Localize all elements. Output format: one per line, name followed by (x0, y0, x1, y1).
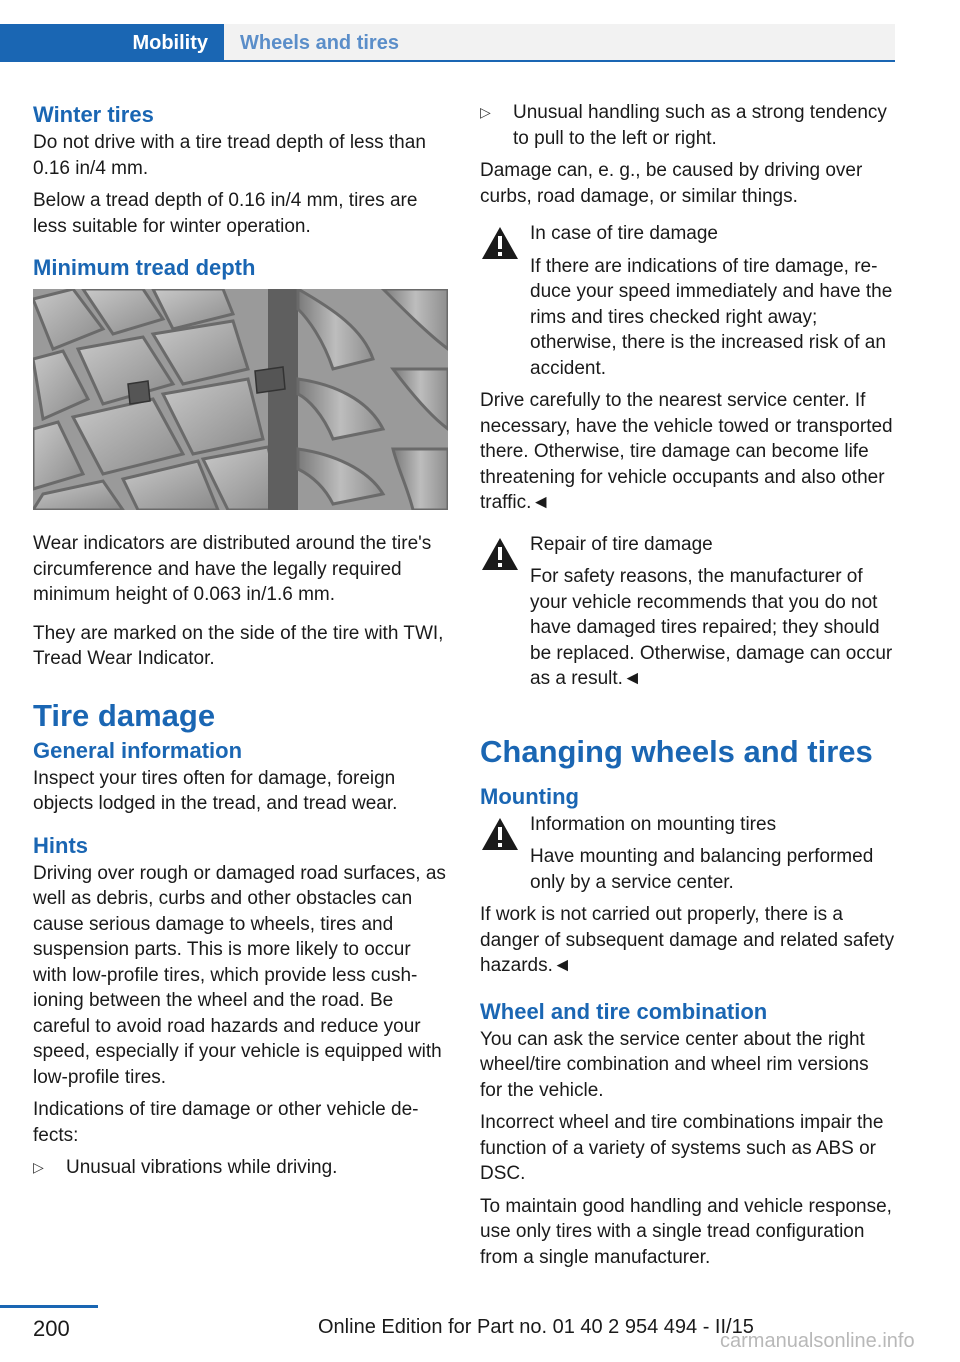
warning-title: Repair of tire damage (530, 533, 713, 555)
mounting-heading: Mounting (480, 783, 579, 809)
bullet-icon: ▷ (33, 1159, 44, 1175)
right-column (480, 100, 895, 1277)
header-divider (0, 60, 895, 62)
warning-body-1 (480, 844, 895, 895)
warning-triangle-icon (480, 536, 520, 572)
bullet-icon: ▷ (480, 104, 491, 120)
winter-paragraph-2: Below a tread depth of 0.16 in/4 mm, tires are less suitable for winter operation. (33, 190, 418, 237)
page-number: 200 (33, 1316, 70, 1341)
warning-body (480, 564, 895, 692)
edition-note: Online Edition for Part no. 01 40 2 954 494 - II/15 (318, 1316, 754, 1338)
warning-body-2: If work is not carried out properly, there is a danger of subsequent damage and related safety hazards.◄ (480, 904, 895, 976)
hints-heading: Hints (33, 832, 88, 858)
combination-paragraph-1: You can ask the service center about the right wheel/tire combination and wheel rim versions for the vehicle. (480, 1028, 869, 1101)
minimum-tread-depth-heading: Minimum tread depth (33, 255, 256, 280)
warning-title: In case of tire damage (530, 223, 718, 244)
wear-indicator-paragraph-2: They are marked on the side of the tire with TWI, Tread Wear Indicator. (33, 622, 444, 669)
warning-text: If there are indications of tire damage, reduce your speed immediately and have the rims and tires checked right away; otherwise, there is the increased risk of an accident. (530, 255, 893, 379)
general-information-paragraph: Inspect your tires often for damage, foreign objects lodged in the tread, and tread wear. (33, 767, 398, 814)
watermark: carmanualsonline.info (720, 1330, 915, 1352)
changing-wheels-heading: Changing wheels and tires (480, 733, 873, 769)
list-item (33, 1155, 448, 1181)
list-item-text: Unusual handling such as a strong tendency to pull to the left or right. (513, 102, 887, 149)
general-information-heading: General information (33, 737, 243, 763)
header-tabs (0, 24, 895, 62)
tire-tread-illustration (33, 289, 448, 510)
winter-tires-heading: Winter tires (33, 102, 154, 127)
warning-text: For safety reasons, the manufacturer of your vehicle recommends that you do not have damaged tires repaired; they should be replaced. Otherwise, damage can occur as a result.◄ (530, 566, 893, 689)
warning-repair (480, 532, 895, 692)
warning-tire-damage (480, 221, 895, 516)
list-item-text: Unusual vibrations while driving. (66, 1157, 338, 1178)
combination-paragraph-3: To maintain good handling and vehicle response, use only tires with a single tread configuration from a single manufacturer. (480, 1195, 892, 1268)
hints-paragraph-1: Driving over rough or damaged road surfaces, as well as debris, curbs and other obstacles can cause serious damage to wheels, tires and suspension parts. This is more likely to occur with low-profile tires, which provide less cushioning between the wheel and the road. Be careful to avoid road hazards and reduce your speed, especially if your vehicle is equipped with low-profile tires. (33, 862, 446, 1088)
warning-triangle-icon (480, 816, 520, 852)
list-item (480, 100, 895, 151)
hints-paragraph-2: Indications of tire damage or other vehicle defects: (33, 1099, 419, 1146)
winter-paragraph-1: Do not drive with a tire tread depth of less than 0.16 in/4 mm. (33, 132, 426, 179)
footer-divider (0, 1305, 98, 1308)
tire-damage-heading: Tire damage (33, 697, 216, 733)
tab-wheels-and-tires[interactable]: Wheels and tires (224, 24, 895, 62)
damage-causes-paragraph: Damage can, e. g., be caused by driving over curbs, road damage, or similar things. (480, 160, 863, 207)
wheel-tire-combination-heading: Wheel and tire combination (480, 998, 768, 1024)
warning-body-1 (480, 254, 895, 382)
tread-groove (268, 289, 298, 510)
warning-text: Have mounting and balancing performed only by a service center. (530, 846, 874, 893)
wear-indicator-paragraph-1: Wear indicators are distributed around the tire's circumference and have the legally required minimum height of 0.063 in/1.6 mm. (33, 533, 432, 605)
warning-body-2: Drive carefully to the nearest service center. If necessary, have the vehicle towed or transported there. Otherwise, tire damage can become life threatening for vehicle occupants and also other traffic.◄ (480, 390, 893, 513)
warning-title: Information on mounting tires (530, 813, 777, 835)
warning-triangle-icon (480, 225, 520, 261)
combination-paragraph-2: Incorrect wheel and tire combinations impair the function of a variety of systems such as ABS or DSC. (480, 1112, 884, 1184)
tab-mobility[interactable]: Mobility (0, 24, 224, 62)
warning-mounting (480, 812, 895, 979)
left-column (33, 100, 448, 1188)
